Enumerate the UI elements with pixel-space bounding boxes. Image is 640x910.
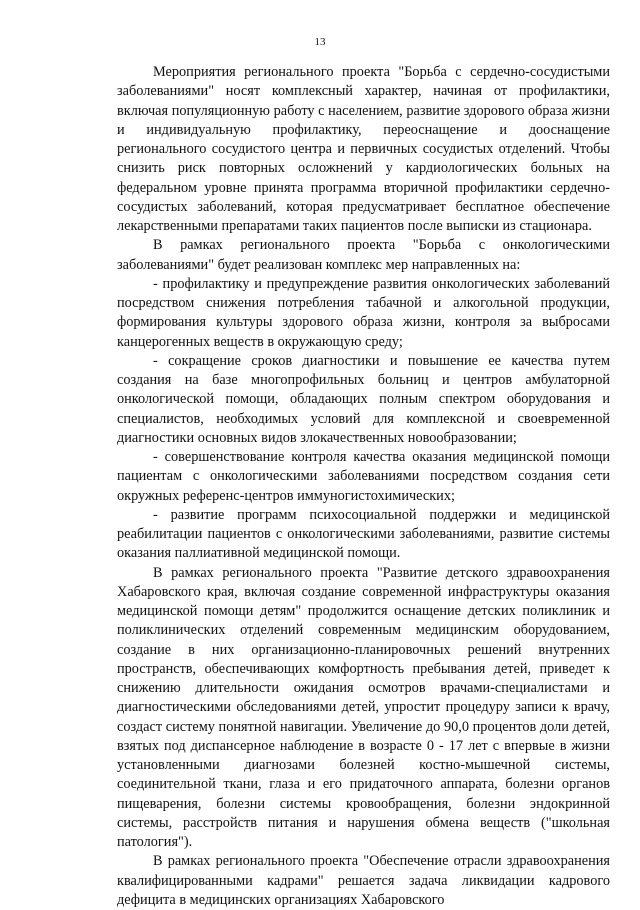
paragraph-child-healthcare: В рамках регионального проекта "Развитие детского здравоохранения Хабаровского края, включая создание современной инфраструктуры оказания медицинской помощи детям" продолжится оснащение детских поликлиник и поликлинических отделений современным медицинским оборудованием, создание в них организационно-планировочных решений внутренних пространств, обеспечивающих комфортность пребывания детей, приведет к снижению длительности ожидания осмотров врачами-специалистами и диагностическими обследованиями детей, упростит процедуру записи к врачу, создаст систему понятной навигации. Увеличение до 90,0 процентов доли детей, взятых под диспансерное наблюдение в возрасте 0 - 17 лет с впервые в жизни установленными диагнозами болезней костно-мышечной системы, соединительной ткани, глаза и его придаточного аппарата, болезни органов пищеварения, болезни системы кровообращения, болезни эндокринной системы, расстройств питания и нарушения обмена веществ ("школьная патология"). xyxy=(117,564,610,850)
paragraph-oncology-intro: В рамках регионального проекта "Борьба с онкологическими заболеваниями" будет реализован комплекс мер направленных на: xyxy=(117,237,610,273)
document-body xyxy=(117,63,610,910)
paragraph-cardio-project: Мероприятия регионального проекта "Борьба с сердечно-сосудистыми заболеваниями" носят комплексный характер, начиная от профилактики, включая популяционную работу с населением, развитие здорового образа жизни и индивидуальную профилактику, переоснащение и дооснащение регионального сосудистого центра и первичных сосудистых отделений. Чтобы снизить риск повторных осложнений у кардиологических больных на федеральном уровне принята программа вторичной профилактики сердечно-сосудистых заболеваний, которая предусматривает бесплатное обеспечение лекарственными препаратами таких пациентов после выписки из стационара. xyxy=(117,64,610,234)
list-item-rehabilitation: - развитие программ психосоциальной поддержки и медицинской реабилитации пациентов с онкологическими заболеваниями, развитие системы оказания паллиативной медицинской помощи. xyxy=(117,506,610,562)
list-item-diagnostics: - сокращение сроков диагностики и повышение ее качества путем создания на базе многопрофильных больниц и центров амбулаторной онкологической помощи, обладающих полным спектром оборудования и специалистов, необходимых условий для комплексной и своевременной диагностики основных видов злокачественных новообразовании; xyxy=(117,352,610,446)
list-item-quality-control: - совершенствование контроля качества оказания медицинской помощи пациентам с онкологическими заболеваниями посредством создания сети окружных референс-центров иммуногистохимических; xyxy=(117,449,610,504)
list-item-prevention: - профилактику и предупреждение развития онкологических заболеваний посредством снижения потребления табачной и алкогольной продукции, формирования культуры здорового образа жизни, контроля за выбросами канцерогенных веществ в окружающую среду; xyxy=(117,275,610,350)
paragraph-staffing: В рамках регионального проекта "Обеспечение отрасли здравоохранения квалифицированными кадрами" решается задача ликвидации кадрового дефицита в медицинских организациях Хабаровского xyxy=(117,853,610,908)
page-number: 13 xyxy=(314,36,326,48)
